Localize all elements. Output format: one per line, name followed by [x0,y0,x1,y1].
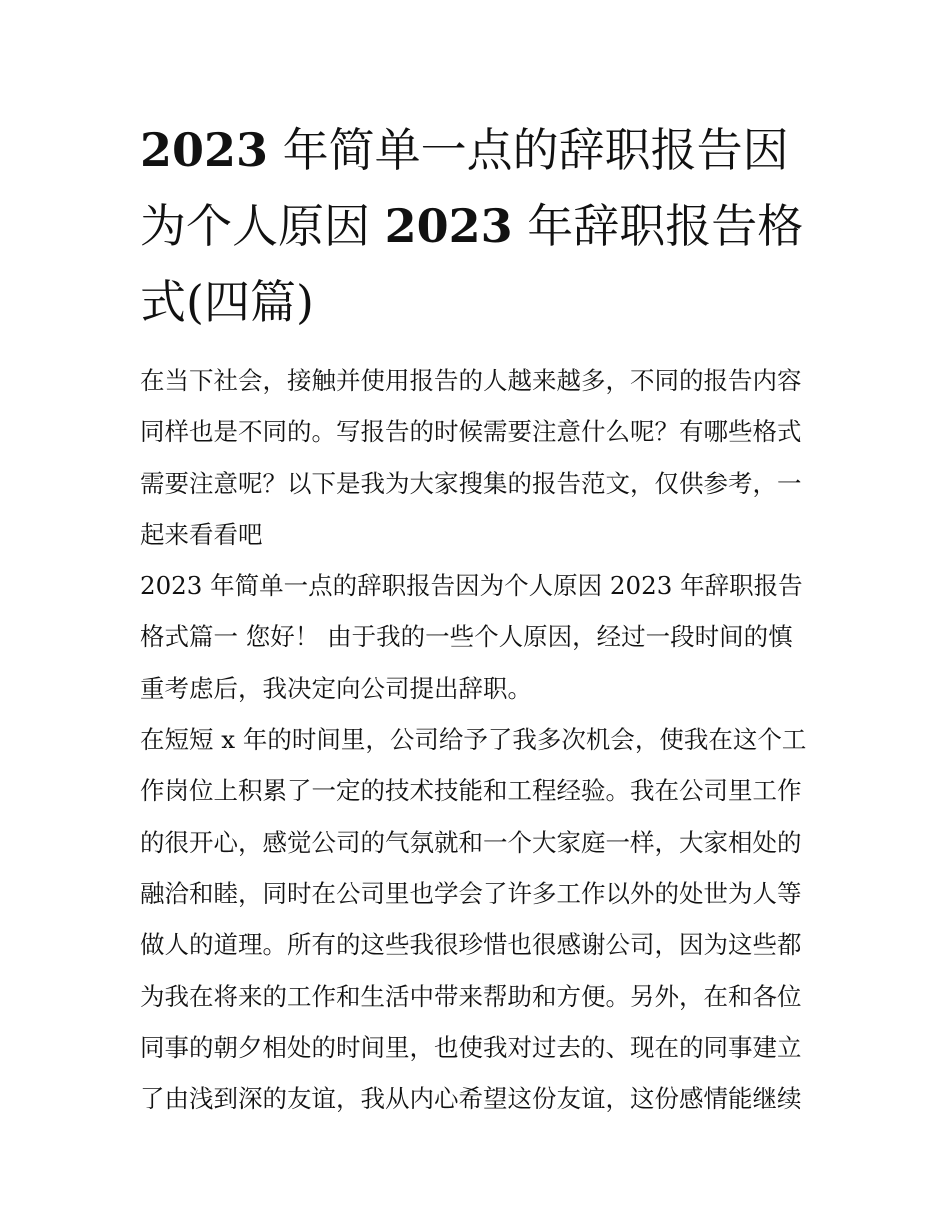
document-body [140,355,816,1124]
document-title [140,112,820,340]
body-paragraph: 在短短 x 年的时间里，公司给予了我多次机会，使我在这个工作岗位上积累了一定的技术技能和工程经验。我在公司里工作的很开心，感觉公司的气氛就和一个大家庭一样，大家相处的融洽和睦，同时在公司里也学会了许多工作以外的处世为人等做人的道理。所有的这些我很珍惜也很感谢公司，因为这些都为我在将来的工作和生活中带来帮助和方便。另外，在和各位同事的朝夕相处的时间里，也使我对过去的、现在的同事建立了由浅到深的友谊，我从内心希望这份友谊，这份感情能继续 [140,725,807,1114]
title-text-2: 年辞职报告格式(四篇) [140,199,804,329]
title-year-1: 2023 [140,123,269,177]
title-year-2: 2023 [384,199,513,253]
section-one-paragraph: 2023 年简单一点的辞职报告因为个人原因 2023 年辞职报告格式篇一 您好！ 由于我的一些个人原因，经过一段时间的慎重考虑后，我决定向公司提出辞职。 [140,571,803,703]
intro-paragraph: 在当下社会，接触并使用报告的人越来越多，不同的报告内容同样也是不同的。写报告的时候需要注意什么呢？有哪些格式需要注意呢？以下是我为大家搜集的报告范文，仅供参考，一起来看看吧 [140,366,802,549]
title-text-1: 年简单一点的辞职报告因为个人原因 [140,123,789,253]
